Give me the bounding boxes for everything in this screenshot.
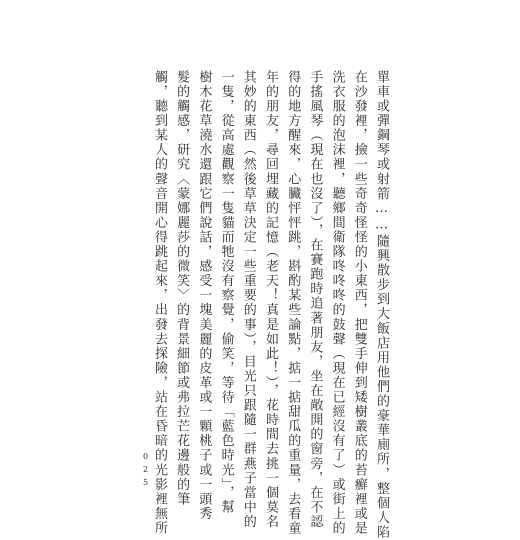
text-column: 得的地方醒來，心臟怦怦跳，斟酌某些論點，掂一掂甜瓜的重量，去看童 — [285, 70, 301, 536]
page-number: 025 — [141, 452, 150, 491]
text-column: 樹木花草澆水還跟它們說話，感受一塊美麗的皮革或一顆桃子或一頭秀 — [196, 70, 212, 522]
text-column: 在沙發裡，撿一些奇奇怪怪的小東西，把雙手伸到矮樹叢底的苔癬裡或是 — [351, 70, 367, 536]
text-column: 髮的觸感，研究〈蒙娜麗莎的微笑〉的背景細節或弗拉芒花邊般的筆 — [174, 70, 190, 507]
text-column: 一隻，從高處觀察一隻貓而牠沒有察覺，偷笑，等待「藍色時光」，幫 — [218, 70, 234, 515]
text-column: 年的朋友，尋回埋藏的記憶（老天！真是如此！），花時間去挑一個莫名 — [262, 70, 278, 530]
text-column: 洗衣服的泡沫裡，聽鄉間衛隊咚咚咚的鼓聲（現在已經沒有了）或街上的 — [329, 70, 345, 536]
text-column: 其妙的東西（然後草草決定一些重要的事），目光只跟隨一群燕子當中的 — [240, 70, 256, 530]
text-column: 手搖風琴（現在也沒了），在賽跑時追著朋友，坐在敞開的窗旁，在不認 — [307, 70, 323, 530]
text-column: 觸，聽到某人的聲音開心得跳起來，出發去探險，站在昏暗的光影裡無所 — [151, 70, 167, 536]
text-column: 單車或彈鋼琴或射箭……隨興散步到大飯店用他們的豪華廁所，整個人陷 — [374, 70, 389, 540]
body-text — [148, 70, 392, 540]
